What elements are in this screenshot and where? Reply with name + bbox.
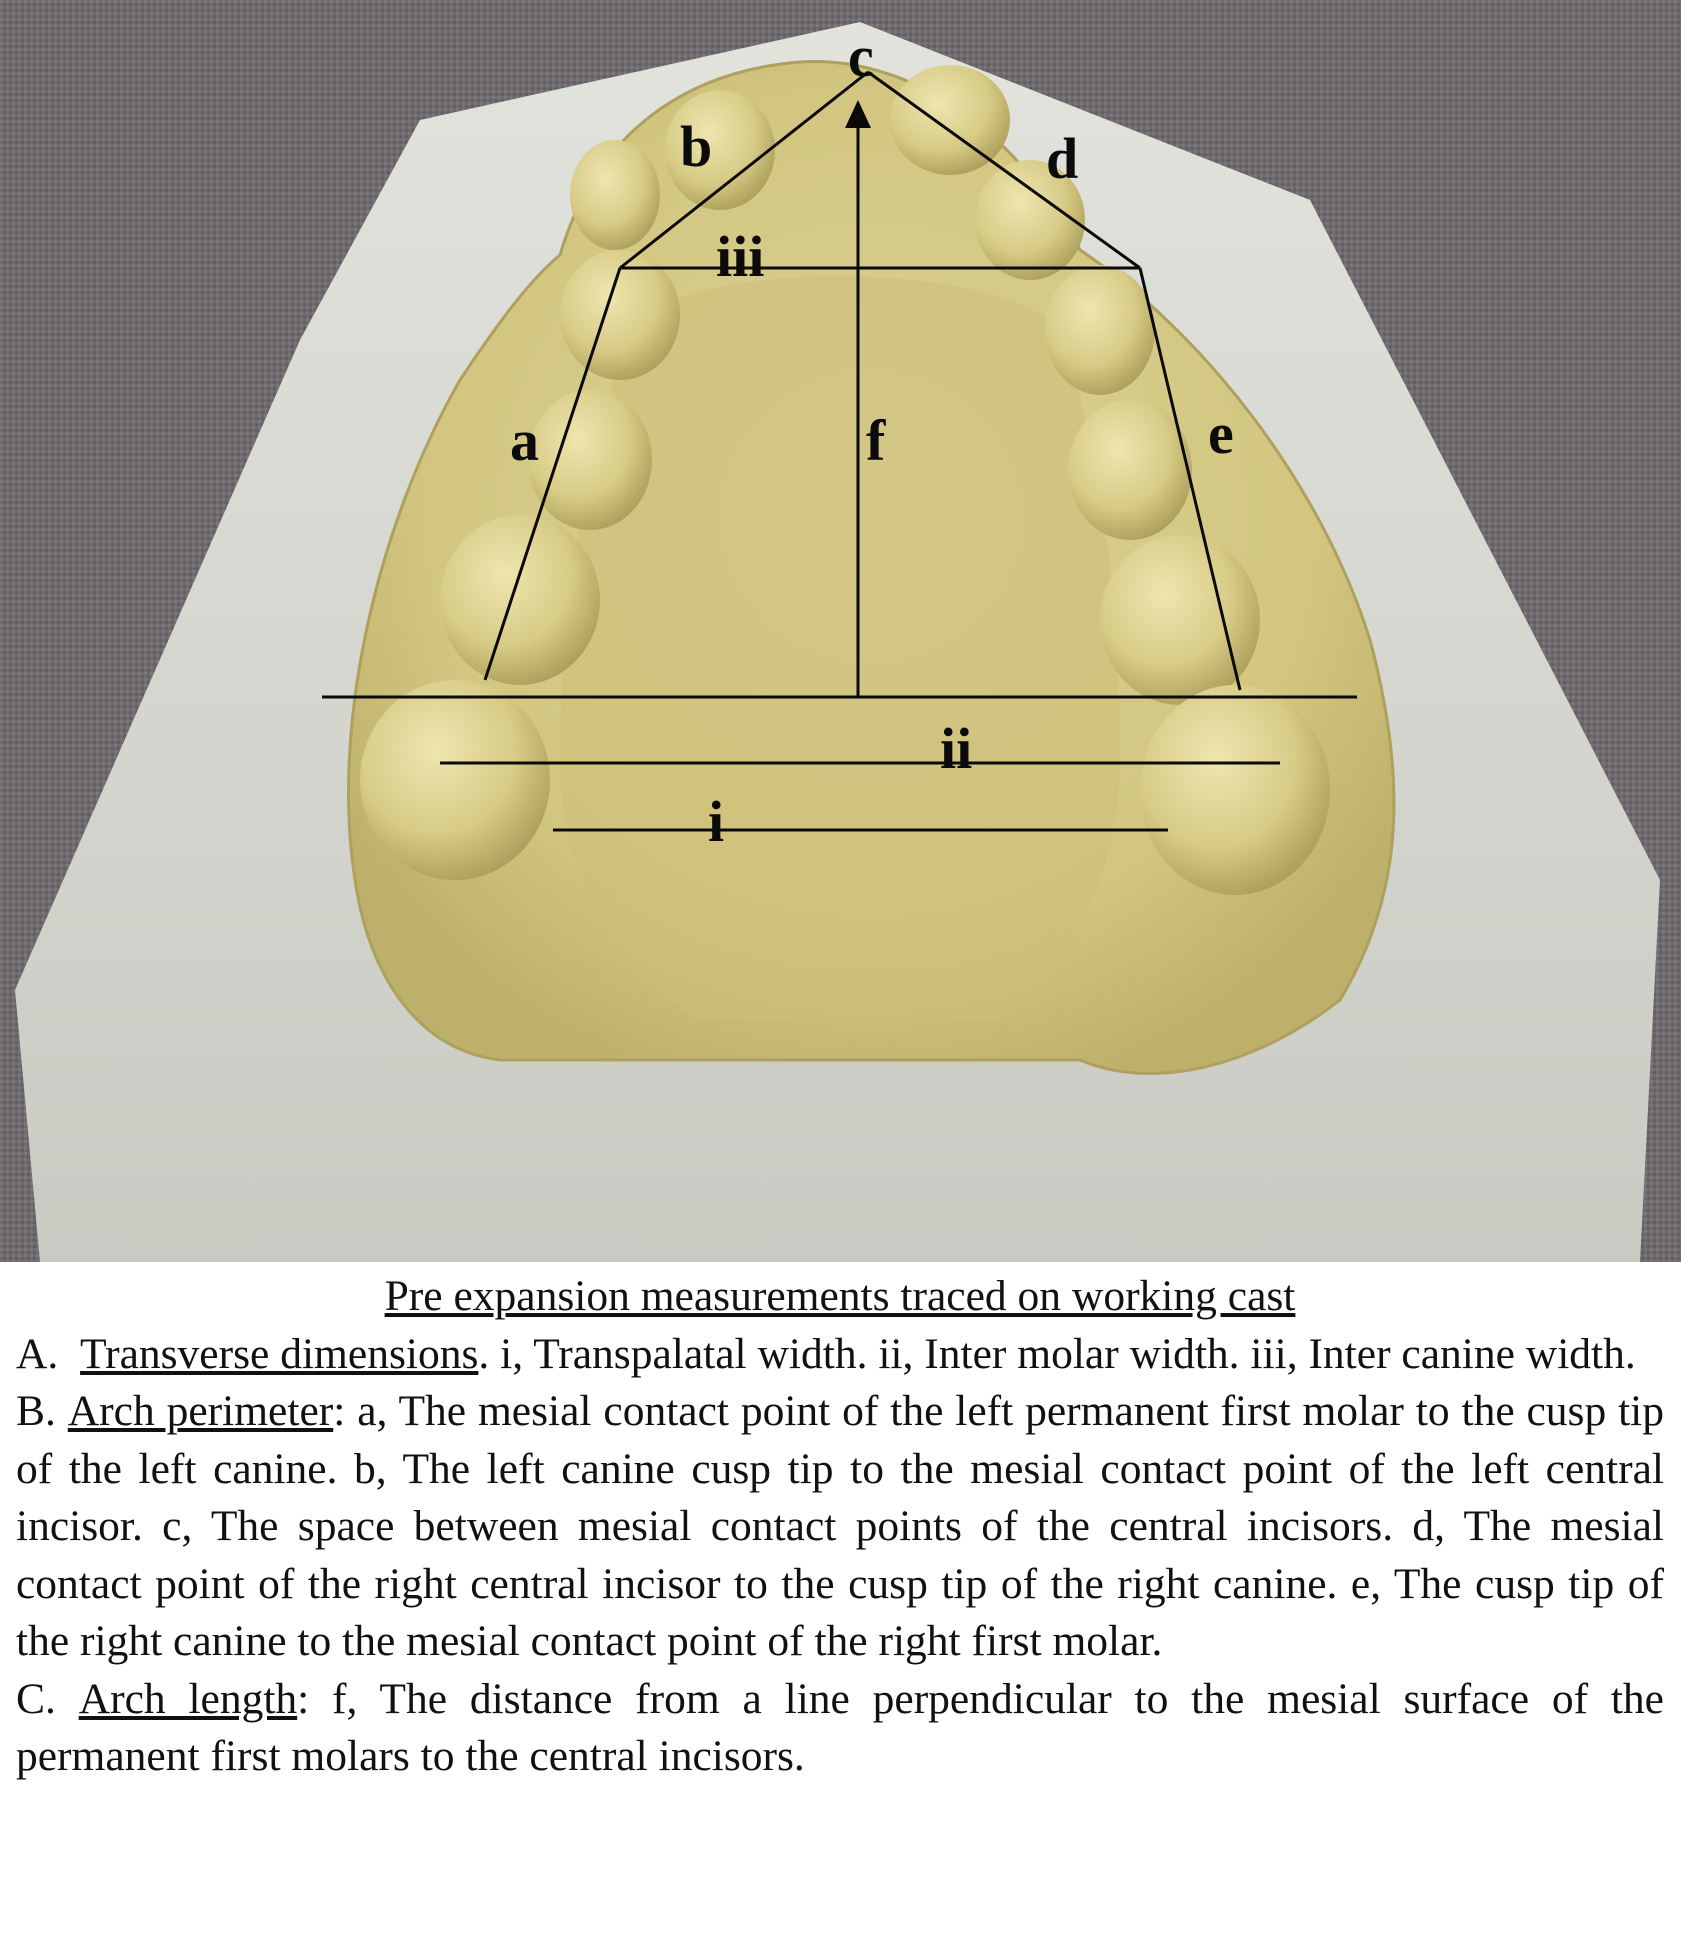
label-b: b [680,114,713,179]
section-prefix: B. [16,1387,56,1435]
section-sep: : [297,1674,310,1723]
caption-section-b [16,1383,1664,1671]
label-ii: ii [940,716,973,781]
section-text: i, Transpalatal width. ii, Inter molar width. iii, Inter canine width. [489,1329,1636,1378]
label-e: e [1208,401,1234,466]
caption-section-a [16,1326,1664,1384]
section-heading: Transverse dimensions [80,1329,479,1378]
label-iii: iii [716,224,765,289]
section-prefix: C. [16,1674,56,1723]
section-sep: . [478,1329,490,1378]
caption-title: Pre expansion measurements traced on working cast [384,1272,1296,1320]
label-f: f [866,408,886,473]
section-text: a, The mesial contact point of the left permanent first molar to the cusp tip of the left canine. b, The left canine cusp tip to the mesial contact point of the left central incisor. c, The space between mesial contact points of the central incisors. d, The mesial contact point of the right central incisor to the cusp tip of the right canine. e, The cusp tip of the right canine to the mesial contact point of the right first molar. [16,1387,1665,1665]
section-prefix: A. [16,1329,59,1378]
label-d: d [1046,126,1079,191]
section-heading: Arch length [78,1674,298,1723]
section-sep: : [333,1387,346,1435]
palate [560,276,1120,1020]
caption-section-c [16,1671,1664,1786]
section-text: f, The distance from a line perpendicular to the mesial surface of the permanent first molars to the central incisors. [16,1674,1664,1780]
label-i: i [708,789,725,854]
figure-caption [16,1268,1664,1786]
label-c: c [848,24,874,89]
section-heading: Arch perimeter [67,1387,334,1435]
label-a: a [510,408,539,473]
